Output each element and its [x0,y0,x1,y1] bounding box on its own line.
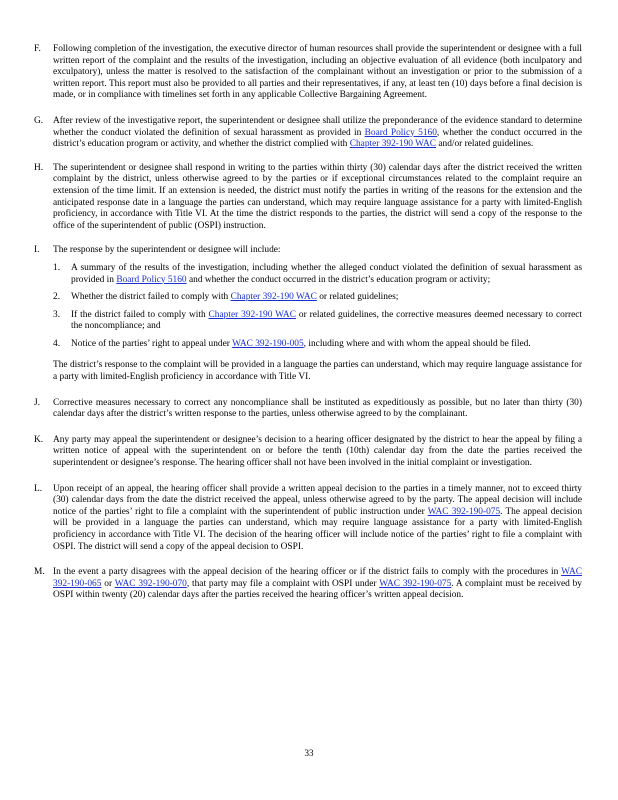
section-j-text [53,398,582,421]
section-f-text [53,44,582,102]
document-page [34,44,582,602]
section-m [34,567,582,602]
section-letter: J. [34,397,40,408]
section-g [34,116,582,151]
wac-section-link[interactable]: WAC 392-190-070 [114,578,187,589]
list-item-text [71,263,582,286]
list-number: 3. [53,309,61,320]
text-run: In the event a party disagrees with the appeal decision of the hearing officer or if the district fails to comply with the procedures in [53,567,562,578]
wac-section-link[interactable]: WAC 392-190-075 [379,578,452,589]
section-m-text [53,567,582,602]
list-item [53,263,582,286]
board-policy-link[interactable]: Board Policy 5160 [116,274,187,285]
text-run: Corrective measures necessary to correct any noncompliance shall be instituted as expeditiously as possible, but no later than thirty (30) calendar days after the district’s written response to the parties, unless otherwise agreed to by the complainant. [53,397,582,420]
text-run: If the district failed to comply with [71,309,209,320]
text-run: Following completion of the investigation, the executive director of human resources shall provide the superintendent or designee with a full written report of the complaint and the results of the investigation, including an objective evaluation of all evidence (both inculpatory and exculpatory), unless the matter is resolved to the satisfaction of the complainant without an investigation or prior to the submission of a written report. This report must also be provided to all parties and their representatives, if any, at least ten (10) days before a final decision is made, or in compliance with timelines set forth in any applicable Collective Bargaining Agreement. [53,44,582,101]
section-g-text [53,116,582,151]
section-letter: K. [34,434,44,445]
text-run: Whether the district failed to comply with [71,292,231,303]
list-number: 2. [53,292,61,303]
section-h [34,163,582,233]
wac-chapter-link[interactable]: Chapter 392-190 WAC [349,139,436,150]
text-run: A summary of the results of the investigation, including whether the alleged conduct violated the definition of sexual harassment as provided in [71,262,582,285]
section-letter: L. [34,483,43,494]
section-k [34,435,582,470]
text-run: , whether the conduct occurred in the district’s education program or activity, and whether the district complied with [53,127,583,150]
text-run: Upon receipt of an appeal, the hearing officer shall provide a written appeal decision to the parties in a timely manner, not to exceed thirty (30) calendar days from the date the district received the appeal, unless otherwise agreed to by the party. The appeal decision will include notice of the parties’ right to file a complaint with the superintendent of public instruction under [53,483,582,517]
section-letter: M. [34,567,45,578]
section-i-closing: The district’s response to the complaint will be provided in a language the parties can understand, which may require language assistance for a party with limited-English proficiency in accordance with Title VI. [53,360,582,383]
list-item [53,292,582,304]
section-l-text [53,484,582,554]
text-run: or related guidelines; [316,292,399,303]
text-run: . The appeal decision will be provided in a language the parties can understand, which may require language assistance for a party with limited-English proficiency in accordance with Title VI. The decision of the hearing officer will include notice of the parties’ right to file a complaint with OSPI. The district will send a copy of the appeal decision to OSPI. [53,506,583,552]
section-i-body [53,245,582,383]
text-run: Any party may appeal the superintendent or designee’s decision to a hearing officer designated by the district to hear the appeal by filing a written notice of appeal with the superintendent on or before the tenth (10th) calendar day from the date the parties received the superintendent or designee’s response. The hearing officer shall not have been involved in the initial complaint or investigation. [53,434,582,469]
text-run: or related guidelines, the corrective measures deemed necessary to correct the noncompliance; and [71,309,582,332]
section-letter: G. [34,115,44,126]
list-item-text [71,292,582,304]
text-run: or [101,578,115,589]
list-item-text [71,339,582,351]
list-item-text [71,310,582,333]
text-run: The superintendent or designee shall respond in writing to the parties within thirty (30) calendar days after the district received the written complaint by the district, unless otherwise agreed to by the parties or if exceptional circumstances related to the complaint require an extension of the time limit. If an extension is needed, the district must notify the parties in writing of the reasons for the extension and the anticipated response date in a language the parties can understand, which may require language assistance for a party with limited-English proficiency, in accordance with Title VI. At the time the district responds to the parties, the district will send a copy of the response to the office of the superintendent of public (OSPI) instruction. [53,162,582,231]
list-item [53,310,582,333]
text-run: . A complaint must be received by OSPI within twenty (20) calendar days after the parties received the hearing officer’s written appeal decision. [53,578,582,601]
wac-section-link[interactable]: WAC 392-190-065 [53,567,582,589]
text-run: After review of the investigative report, the superintendent or designee shall utilize the preponderance of the evidence standard to determine whether the conduct violated the definition of sexual harassment as provided in [53,115,582,138]
section-letter: H. [34,162,44,173]
text-run: , including where and with whom the appeal should be filed. [303,338,531,349]
section-l [34,484,582,554]
section-letter: I. [34,245,40,256]
list-number: 1. [53,262,61,273]
text-run: , that party may file a complaint with OSPI under [186,578,380,589]
section-j [34,398,582,421]
section-letter: F. [34,44,41,54]
wac-chapter-link[interactable]: Chapter 392-190 WAC [230,292,317,303]
section-h-text [53,163,582,233]
text-run: and whether the conduct occurred in the district’s education program or activity; [186,274,491,285]
text-run: Notice of the parties’ right to appeal under [71,338,233,349]
list-number: 4. [53,338,61,349]
list-item [53,339,582,351]
page-number: 33 [304,748,314,758]
section-i [34,245,582,383]
wac-section-link[interactable]: WAC 392-190-005 [232,338,304,349]
wac-section-link[interactable]: WAC 392-190-075 [427,506,501,517]
section-k-text [53,435,582,470]
wac-chapter-link[interactable]: Chapter 392-190 WAC [208,309,296,320]
text-run: and/or related guidelines. [436,139,534,150]
section-i-intro: The response by the superintendent or designee will include: [53,245,281,256]
section-f [34,44,582,102]
board-policy-link[interactable]: Board Policy 5160 [364,127,437,138]
